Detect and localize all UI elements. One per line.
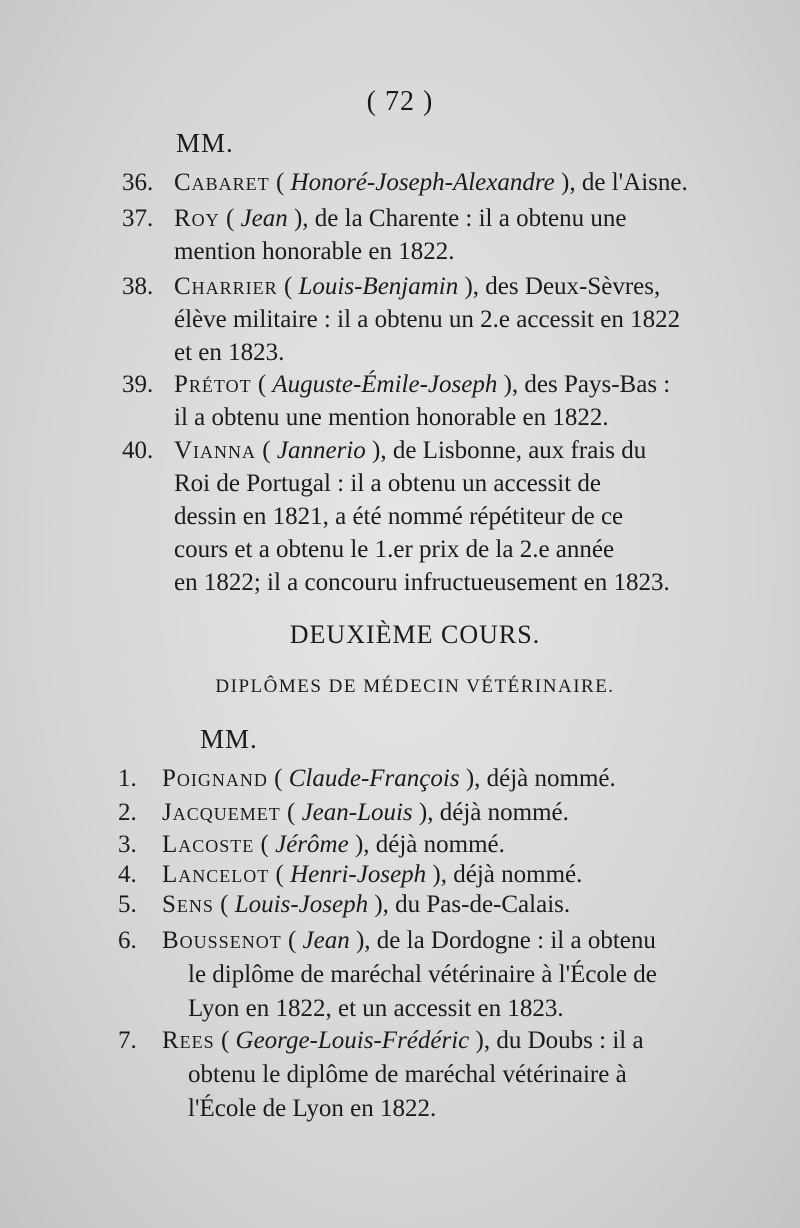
- entry-3: [118, 828, 748, 862]
- entry-continuation: Lyon en 1822, et un accessit en 1823.: [188, 995, 564, 1022]
- entry-continuation: cours et a obtenu le 1.er prix de la 2.e année: [174, 536, 615, 563]
- entry-continuation: Roi de Portugal : il a obtenu un accessit de: [174, 470, 601, 497]
- entry-text: ), du Doubs : il a: [469, 1027, 644, 1054]
- entry-continuation: dessin en 1821, a été nommé répétiteur de ce: [174, 503, 624, 530]
- entry-number: 7.: [118, 1027, 137, 1054]
- entry-paren-open: (: [214, 1027, 236, 1054]
- entry-number: 39.: [122, 371, 154, 398]
- entry-number: 6.: [118, 927, 137, 954]
- entry-text: ), déjà nommé.: [459, 765, 616, 792]
- section-heading: DEUXIÈME COURS.: [289, 620, 541, 649]
- entry-4: [118, 858, 748, 892]
- entry-text: ), du Pas-de-Calais.: [368, 891, 571, 918]
- entry-text: ), déjà nommé.: [426, 861, 583, 888]
- entry-given-names: Claude-François: [288, 765, 460, 792]
- entry-number: 2.: [118, 799, 137, 826]
- entry-surname: Lacoste: [162, 831, 255, 858]
- entry-text: ), de la Dordogne : il a obtenu: [349, 927, 656, 954]
- entry-38: [122, 270, 736, 369]
- entry-continuation: et en 1823.: [174, 339, 285, 366]
- entry-given-names: Honoré-Joseph-Alexandre: [290, 169, 555, 196]
- entry-paren-open: (: [281, 927, 303, 954]
- entry-paren-open: (: [254, 831, 276, 858]
- entry-number: 37.: [122, 205, 154, 232]
- entry-number: 4.: [118, 861, 137, 888]
- entry-given-names: Louis-Benjamin: [298, 273, 459, 300]
- entry-continuation: il a obtenu une mention honorable en 1822.: [174, 404, 609, 431]
- entry-surname: Rees: [162, 1027, 215, 1054]
- entry-number: 40.: [122, 437, 154, 464]
- entry-given-names: Louis-Joseph: [234, 891, 369, 918]
- entry-given-names: Auguste-Émile-Joseph: [272, 371, 498, 398]
- entry-surname: Poignand: [162, 765, 268, 792]
- entry-37: [122, 202, 736, 268]
- entry-surname: Lancelot: [162, 861, 270, 888]
- entry-paren-open: (: [269, 861, 291, 888]
- section-subheading: DIPLÔMES DE MÉDECIN VÉTÉRINAIRE.: [215, 676, 615, 697]
- entry-number: 5.: [118, 891, 137, 918]
- mm-label-top: MM.: [176, 128, 234, 158]
- entry-text: ), de l'Aisne.: [554, 169, 688, 196]
- entry-given-names: Jérôme: [275, 831, 349, 858]
- entry-surname: Cabaret: [174, 169, 270, 196]
- entry-given-names: Jean: [302, 927, 350, 954]
- entry-40: [122, 434, 736, 599]
- entry-text: ), de la Charente : il a obtenu une: [287, 205, 627, 232]
- entry-given-names: Henri-Joseph: [290, 861, 427, 888]
- entry-number: 1.: [118, 765, 137, 792]
- entry-paren-open: (: [280, 799, 302, 826]
- entry-surname: Roy: [174, 205, 220, 232]
- entry-text: ), des Pays-Bas :: [497, 371, 671, 398]
- entry-39: [122, 368, 736, 434]
- entry-paren-open: (: [251, 371, 273, 398]
- entry-text: ), déjà nommé.: [348, 831, 505, 858]
- entry-surname: Prétot: [174, 371, 252, 398]
- mm-label-mid: MM.: [200, 724, 258, 754]
- entry-surname: Sens: [162, 891, 214, 918]
- entry-paren-open: (: [269, 169, 291, 196]
- entry-given-names: George-Louis-Frédéric: [235, 1027, 470, 1054]
- entry-continuation: en 1822; il a concouru infructueusement en 1823.: [174, 569, 670, 596]
- entry-surname: Jacquemet: [162, 799, 281, 826]
- entry-continuation: élève militaire : il a obtenu un 2.e accessit en 1822: [174, 306, 681, 333]
- entry-text: ), de Lisbonne, aux frais du: [365, 437, 647, 464]
- entry-text: ), des Deux-Sèvres,: [458, 273, 661, 300]
- entry-36: [122, 166, 736, 199]
- entry-surname: Vianna: [174, 437, 257, 464]
- entry-surname: Charrier: [174, 273, 278, 300]
- entry-given-names: Jean-Louis: [301, 799, 413, 826]
- entry-paren-open: (: [213, 891, 235, 918]
- entry-number: 38.: [122, 273, 154, 300]
- entry-7: [118, 1024, 748, 1126]
- entry-continuation: le diplôme de maréchal vétérinaire à l'École de: [188, 961, 657, 988]
- entry-given-names: Jean: [240, 205, 288, 232]
- entry-continuation: obtenu le diplôme de maréchal vétérinaire à: [188, 1061, 627, 1088]
- entry-text: ), déjà nommé.: [412, 799, 569, 826]
- entry-given-names: Jannerio: [276, 437, 366, 464]
- entry-continuation: l'École de Lyon en 1822.: [188, 1095, 437, 1122]
- entry-continuation: mention honorable en 1822.: [174, 238, 455, 265]
- entry-paren-open: (: [256, 437, 277, 464]
- entry-5: [118, 888, 748, 922]
- entry-number: 3.: [118, 831, 137, 858]
- entry-1: [118, 762, 748, 796]
- page-number: ( 72 ): [366, 86, 434, 117]
- entry-paren-open: (: [267, 765, 289, 792]
- entry-number: 36.: [122, 169, 154, 196]
- entry-6: [118, 924, 748, 1026]
- entry-surname: Boussenot: [162, 927, 282, 954]
- entry-2: [118, 796, 748, 830]
- entry-paren-open: (: [277, 273, 299, 300]
- entry-paren-open: (: [219, 205, 241, 232]
